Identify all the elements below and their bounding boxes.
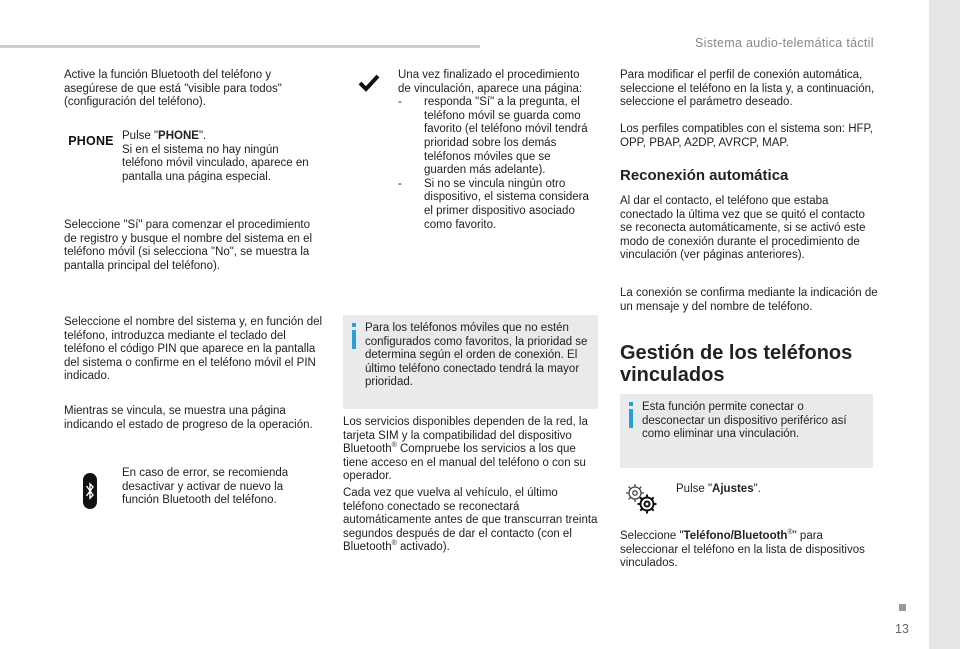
bullet-dash: -	[398, 177, 402, 190]
auto-profile-text: Para modificar el perfil de conexión automática, seleccione el teléfono en la lista y, a continuación, seleccione el parámetro deseado.	[620, 69, 875, 109]
section-title: Sistema audio-telemática táctil	[695, 36, 874, 50]
settings-pre: Pulse "	[676, 483, 713, 495]
info-priority-text: Para los teléfonos móviles que no estén configurados como favoritos, la prioridad se determina según el orden de conexión. El último teléfono conectado tendrá la mayor prioridad.	[365, 322, 588, 389]
registered-mark: ®	[391, 442, 397, 450]
bluetooth-icon-graphic	[83, 473, 97, 509]
services-text	[343, 416, 599, 484]
bullet-item	[398, 96, 594, 178]
info-manage-text: Esta función permite conectar o desconectar un dispositivo periférico así como eliminar una vinculación.	[642, 401, 847, 441]
pairing-intro: Una vez finalizado el procedimiento de vinculación, aparece una página:	[398, 69, 583, 95]
settings-bold: Ajustes	[712, 483, 754, 495]
heading-line-1: Gestión de los teléfonos	[620, 342, 853, 364]
page-number: 13	[895, 622, 909, 636]
progress-text: Mientras se vincula, se muestra una página indicando el estado de progreso de la operación.	[64, 405, 313, 431]
footer-marker	[899, 604, 906, 611]
phone-pulse-post: ".	[198, 130, 207, 142]
heading-paired-phones	[620, 342, 852, 386]
bluetooth-icon	[80, 471, 100, 511]
phone-pulse-pre: Pulse "	[122, 130, 159, 142]
registered-mark: ®	[787, 529, 793, 537]
select-phone-text	[620, 530, 878, 571]
info-icon	[350, 323, 364, 349]
pairing-bullets	[398, 96, 594, 232]
bluetooth-visibility-text: Active la función Bluetooth del teléfono y asegúrese de que está "visible para todos" (configuración del teléfono).	[64, 69, 282, 109]
heading-line-2: vinculados	[620, 364, 725, 386]
settings-instruction	[676, 483, 866, 497]
bluetooth-error-text: En caso de error, se recomienda desactivar y activar de nuevo la función Bluetooth del teléfono.	[122, 467, 289, 507]
auto-reconnect-text: Al dar el contacto, el teléfono que estaba conectado la última vez que se quitó el contacto se reconecta automáticamente, si se activó este modo de conexión durante el procedimiento de vinculación (ver páginas anteriores).	[620, 195, 866, 262]
phone-pulse-bold: PHONE	[158, 130, 199, 142]
phone-description: Si en el sistema no hay ningún teléfono móvil vinculado, aparece en pantalla una página especial.	[122, 143, 309, 183]
select-pre: Seleccione "	[620, 530, 684, 542]
pairing-result	[398, 69, 594, 232]
header-rule	[0, 45, 480, 48]
info-box-manage	[620, 394, 873, 468]
reconnect-text	[343, 487, 599, 555]
phone-icon-label: PHONE	[68, 134, 114, 148]
bullet-text: Si no se vincula ningún otro dispositivo, el sistema considera el primer dispositivo asociado como favorito.	[424, 177, 589, 231]
phone-instruction	[122, 130, 322, 184]
settings-icon	[624, 482, 660, 516]
reconnect-text-a: Cada vez que vuelva al vehículo, el último teléfono conectado se reconectará automáticamente antes de que transcurran treinta segundos después de dar el contacto (con el Bluetooth	[343, 487, 598, 554]
services-text-a: Los servicios disponibles dependen de la red, la tarjeta SIM y la compatibilidad del dispositivo Bluetooth	[343, 416, 588, 456]
info-icon	[627, 402, 641, 428]
bullet-item	[398, 178, 594, 232]
bullet-text: responda "Sí" a la pregunta, el teléfono móvil se guarda como favorito (el teléfono móvil tendrá prioridad sobre los demás teléfonos móviles que se guarden más adelante).	[424, 96, 588, 177]
info-box-priority	[343, 315, 598, 409]
check-icon-graphic	[358, 74, 380, 92]
select-yes-text: Seleccione "Sí" para comenzar el procedimiento de registro y busque el nombre del sistema en el teléfono móvil (si selecciona "No", se muestra la pantalla principal del teléfono).	[64, 219, 313, 272]
bullet-dash: -	[398, 96, 402, 109]
select-system-text: Seleccione el nombre del sistema y, en función del teléfono, introduzca mediante el teclado del teléfono el código PIN que aparece en la pantalla del sistema o confirme en el teléfono móvil el PIN indicado.	[64, 316, 323, 383]
services-text-b: Compruebe los servicios a los que tiene acceso en el manual del teléfono o con su operador.	[343, 443, 586, 483]
heading-auto-reconnect: Reconexión automática	[620, 167, 789, 184]
reconnect-text-b: activado).	[396, 541, 450, 554]
select-post: " para seleccionar el teléfono en la lista de dispositivos vinculados.	[620, 530, 865, 570]
phone-icon	[64, 131, 118, 151]
select-bold: Teléfono/Bluetooth	[683, 530, 788, 542]
page-edge-sidebar	[929, 0, 960, 649]
profiles-text: Los perfiles compatibles con el sistema son: HFP, OPP, PBAP, A2DP, AVRCP, MAP.	[620, 123, 873, 149]
confirmation-text: La conexión se confirma mediante la indicación de un mensaje y del nombre de teléfono.	[620, 287, 878, 313]
settings-post: ".	[753, 483, 761, 495]
settings-icon-graphic	[625, 483, 659, 515]
check-icon	[356, 72, 382, 94]
registered-mark: ®	[391, 540, 397, 548]
